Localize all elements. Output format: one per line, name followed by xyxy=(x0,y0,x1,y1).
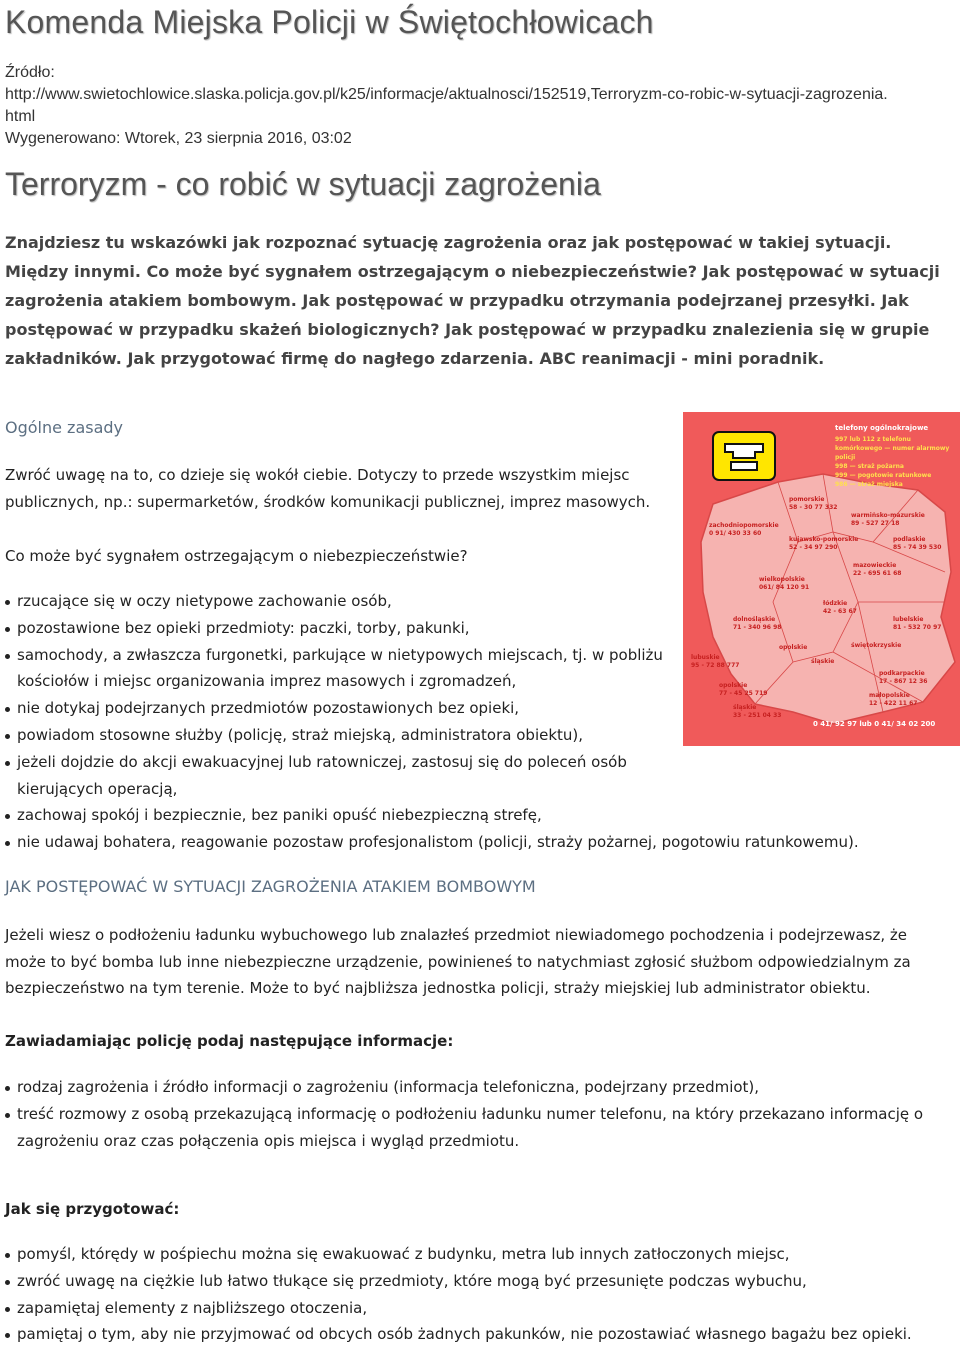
region-label: lubelskie 81 - 532 70 97 xyxy=(893,616,942,631)
lead-paragraph xyxy=(5,228,955,373)
region-label: pomorskie 58 - 30 77 332 xyxy=(789,496,838,511)
prepare-heading: Jak się przygotować: xyxy=(5,1200,180,1218)
list-item: nie udawaj bohatera, reagowanie pozostaw profesjonalistom (policji, straży pożarnej, pogotowiu ratunkowemu). xyxy=(5,829,917,856)
source-label: Źródło: xyxy=(5,64,55,81)
list-item: samochody, a zwłaszcza furgonetki, parkujące w nietypowych miejscach, tj. w pobliżu kościołów i miejsc organizowania imprez masowych i zgromadzeń, xyxy=(5,642,670,696)
general-paragraph xyxy=(5,462,670,515)
region-label: opolskie xyxy=(779,644,808,651)
poland-phone-map xyxy=(683,412,960,746)
generated-date: Wygenerowano: Wtorek, 23 sierpnia 2016, 03:02 xyxy=(5,130,352,147)
source-url[interactable]: http://www.swietochlowice.slaska.policja.gov.pl/k25/informacje/aktualnosci/152519,Terroryzm-co-robic-w-sytuacji-zagrozenia. xyxy=(5,86,888,103)
region-label: podlaskie 85 - 74 39 530 xyxy=(893,536,942,551)
bomb-paragraph: Jeżeli wiesz o podłożeniu ładunku wybuchowego lub znalazłeś przedmiot niewiadomego pochodzenia i podejrzewasz, że może to być bomba lub inne niebezpieczne urządzenie, powinieneś to natychmiast zgłosić służbom odpowiedzialnym za bezpieczeństwo na tym terenie. Może to być najbliższa jednostka policji, straży miejskiej lub administrator obiektu. xyxy=(5,926,911,997)
prepare-list xyxy=(5,1241,950,1348)
region-label: świętokrzyskie xyxy=(851,642,902,649)
lead-link-cpr[interactable]: ABC reanimacji - mini poradnik. xyxy=(539,349,825,368)
region-label: śląskie 33 - 251 04 33 xyxy=(733,704,782,719)
list-item: pamiętaj o tym, aby nie przyjmować od obcych osób żadnych pakunków, nie pozostawiać własnego bagażu bez opieki. xyxy=(5,1321,950,1348)
region-label: zachodniopomorskie 0 91/ 430 33 60 xyxy=(709,522,779,537)
general-line-2: publicznych, np.: supermarketów, środków komunikacji publicznej, imprez masowych. xyxy=(5,492,651,511)
national-numbers xyxy=(835,424,960,489)
lead-link-warning[interactable]: Co może być sygnałem ostrzegającym o niebezpieczeństwie? xyxy=(146,262,698,281)
number-line: 986 — straż miejska xyxy=(835,481,903,488)
region-label: kujawsko-pomorskie 52 - 34 97 290 xyxy=(789,536,859,551)
list-item: jeżeli dojdzie do akcji ewakuacyjnej lub ratowniczej, zastosuj się do poleceń osób kierujących operacją, xyxy=(5,749,670,803)
number-line: 999 — pogotowie ratunkowe xyxy=(835,472,932,479)
source-meta xyxy=(5,62,955,150)
region-label: śląskie xyxy=(811,658,835,665)
lead-intro: Znajdziesz tu wskazówki jak rozpoznać sytuację zagrożenia oraz jak postępować w takiej sytuacji. Między innymi. xyxy=(5,233,892,281)
lead-link-bomb[interactable]: Jak postępować w sytuacji zagrożenia atakiem bombowym. xyxy=(5,262,940,310)
list-item: treść rozmowy z osobą przekazującą informację o podłożeniu ładunku numer telefonu, na który przekazano informację o zagrożeniu oraz czas połączenia opis miejsca i wygląd przedmiotu. xyxy=(5,1101,940,1155)
region-label: warmińsko-mazurskie 89 - 527 27 18 xyxy=(851,512,925,527)
general-line-1: Zwróć uwagę na to, co dzieje się wokół ciebie. Dotyczy to przede wszystkim miejsc xyxy=(5,466,630,484)
region-label: opolskie 77 - 45 25 719 xyxy=(719,682,768,697)
general-heading: Ogólne zasady xyxy=(5,418,124,437)
article-title: Terroryzm - co robić w sytuacji zagrożenia xyxy=(5,166,601,202)
notify-list xyxy=(5,1074,940,1154)
lead-link-parcel[interactable]: Jak postępować w przypadku otrzymania podejrzanej przesyłki. xyxy=(302,291,876,310)
list-item: zachowaj spokój i bezpiecznie, bez paniki opuść niebezpieczną strefę, xyxy=(5,802,670,829)
bomb-heading: JAK POSTĘPOWAĆ W SYTUACJI ZAGROŻENIA ATAKIEM BOMBOWYM xyxy=(5,877,536,896)
list-item: zapamiętaj elementy z najbliższego otoczenia, xyxy=(5,1295,950,1322)
list-item: zwróć uwagę na ciężkie lub łatwo tłukące się przedmioty, które mogą być przesunięte podczas wybuchu, xyxy=(5,1268,950,1295)
region-label: wielkopolskie 061/ 84 120 91 xyxy=(759,576,810,591)
list-item: rzucające się w oczy nietypowe zachowanie osób, xyxy=(5,588,670,615)
numbers-header: telefony ogólnokrajowe xyxy=(835,424,929,432)
lead-link-hostage[interactable]: Jak postępować w przypadku znalezienia się w grupie zakładników. xyxy=(5,320,930,368)
region-label: mazowieckie 22 - 695 61 68 xyxy=(853,562,902,577)
number-line: 997 lub 112 z telefonu komórkowego — numer alarmowy policji xyxy=(835,436,950,461)
map-footer-number: 0 41/ 92 97 lub 0 41/ 34 02 200 xyxy=(813,720,936,728)
region-label: lubuskie 95 - 72 88 777 xyxy=(691,654,740,669)
warning-question: Co może być sygnałem ostrzegającym o niebezpieczeństwie? xyxy=(5,547,468,565)
lead-link-bio[interactable]: Jak postępować w przypadku skażeń biologicznych? xyxy=(5,291,909,339)
number-line: 998 — straż pożarna xyxy=(835,463,904,470)
list-item: pomyśl, którędy w pośpiechu można się ewakuować z budynku, metra lub innych zatłoczonych miejsc, xyxy=(5,1241,950,1268)
region-label: łódzkie 42 - 63 67 xyxy=(823,600,857,615)
list-item: nie dotykaj podejrzanych przedmiotów pozostawionych bez opieki, xyxy=(5,695,670,722)
list-item: powiadom stosowne służby (policję, straż miejską, administratora obiektu), xyxy=(5,722,670,749)
list-item: rodzaj zagrożenia i źródło informacji o zagrożeniu (informacja telefoniczna, podejrzany przedmiot), xyxy=(5,1074,940,1101)
site-title: Komenda Miejska Policji w Świętochłowicach xyxy=(5,4,654,40)
region-label: dolnośląskie 71 - 340 96 98 xyxy=(733,616,782,631)
list-item: pozostawione bez opieki przedmioty: paczki, torby, pakunki, xyxy=(5,615,670,642)
lead-link-company[interactable]: Jak przygotować firmę do nagłego zdarzenia. xyxy=(127,349,534,368)
source-url-cont[interactable]: html xyxy=(5,108,36,125)
region-label: podkarpackie 17 - 867 12 36 xyxy=(879,670,928,685)
region-label: małopolskie 12 - 422 11 67 xyxy=(869,692,918,707)
notify-heading: Zawiadamiając policję podaj następujące informacje: xyxy=(5,1032,454,1050)
